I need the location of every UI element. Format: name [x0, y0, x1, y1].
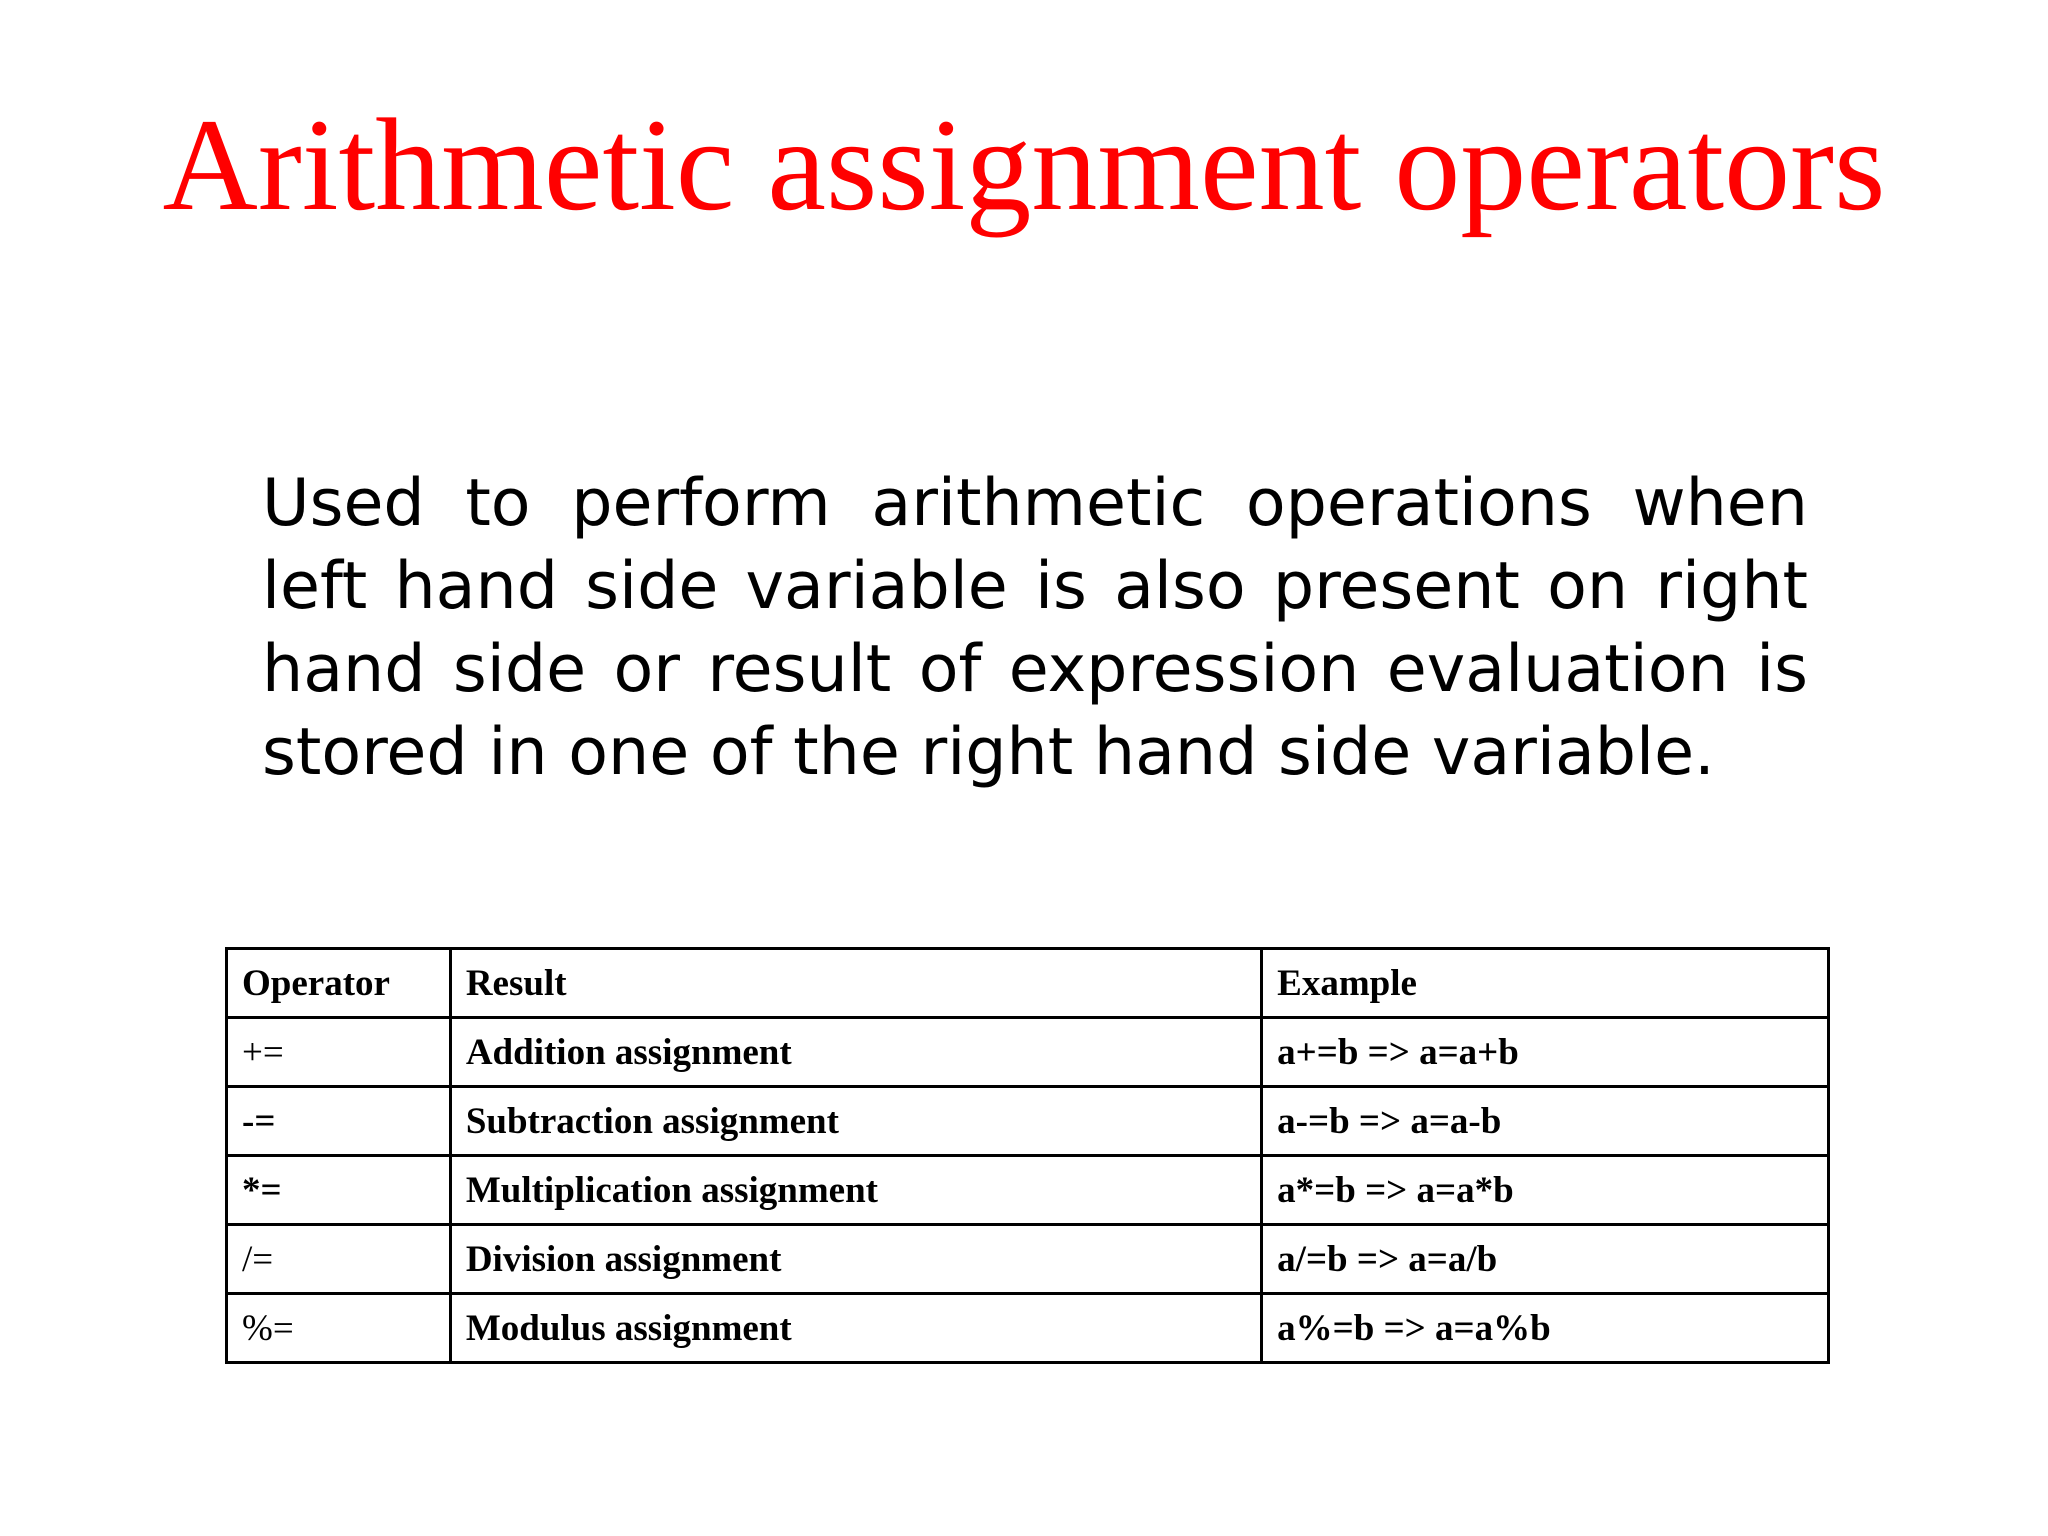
example-cell: a-=b => a=a-b: [1262, 1087, 1829, 1156]
table-row: [227, 1018, 1829, 1087]
table-row: [227, 1156, 1829, 1225]
result-cell: Modulus assignment: [450, 1294, 1261, 1363]
operator-cell: *=: [227, 1156, 451, 1225]
table-row: [227, 1294, 1829, 1363]
slide-title: Arithmetic assignment operators: [162, 91, 1886, 238]
table-row: [227, 1087, 1829, 1156]
result-cell: Subtraction assignment: [450, 1087, 1261, 1156]
table-row: [227, 1225, 1829, 1294]
example-cell: a%=b => a=a%b: [1262, 1294, 1829, 1363]
header-example: Example: [1262, 949, 1829, 1018]
header-operator: Operator: [227, 949, 451, 1018]
operator-cell: %=: [227, 1294, 451, 1363]
result-cell: Multiplication assignment: [450, 1156, 1261, 1225]
example-cell: a*=b => a=a*b: [1262, 1156, 1829, 1225]
operator-cell: /=: [227, 1225, 451, 1294]
example-cell: a/=b => a=a/b: [1262, 1225, 1829, 1294]
header-result: Result: [450, 949, 1261, 1018]
result-cell: Division assignment: [450, 1225, 1261, 1294]
operator-cell: -=: [227, 1087, 451, 1156]
result-cell: Addition assignment: [450, 1018, 1261, 1087]
example-cell: a+=b => a=a+b: [1262, 1018, 1829, 1087]
slide-description: Used to perform arithmetic operations when left hand side variable is also present on right hand side or result of expression evaluation is stored in one of the right hand side variable.: [262, 466, 1808, 790]
operator-cell: +=: [227, 1018, 451, 1087]
operators-table: [225, 947, 1830, 1364]
table-header-row: [227, 949, 1829, 1018]
